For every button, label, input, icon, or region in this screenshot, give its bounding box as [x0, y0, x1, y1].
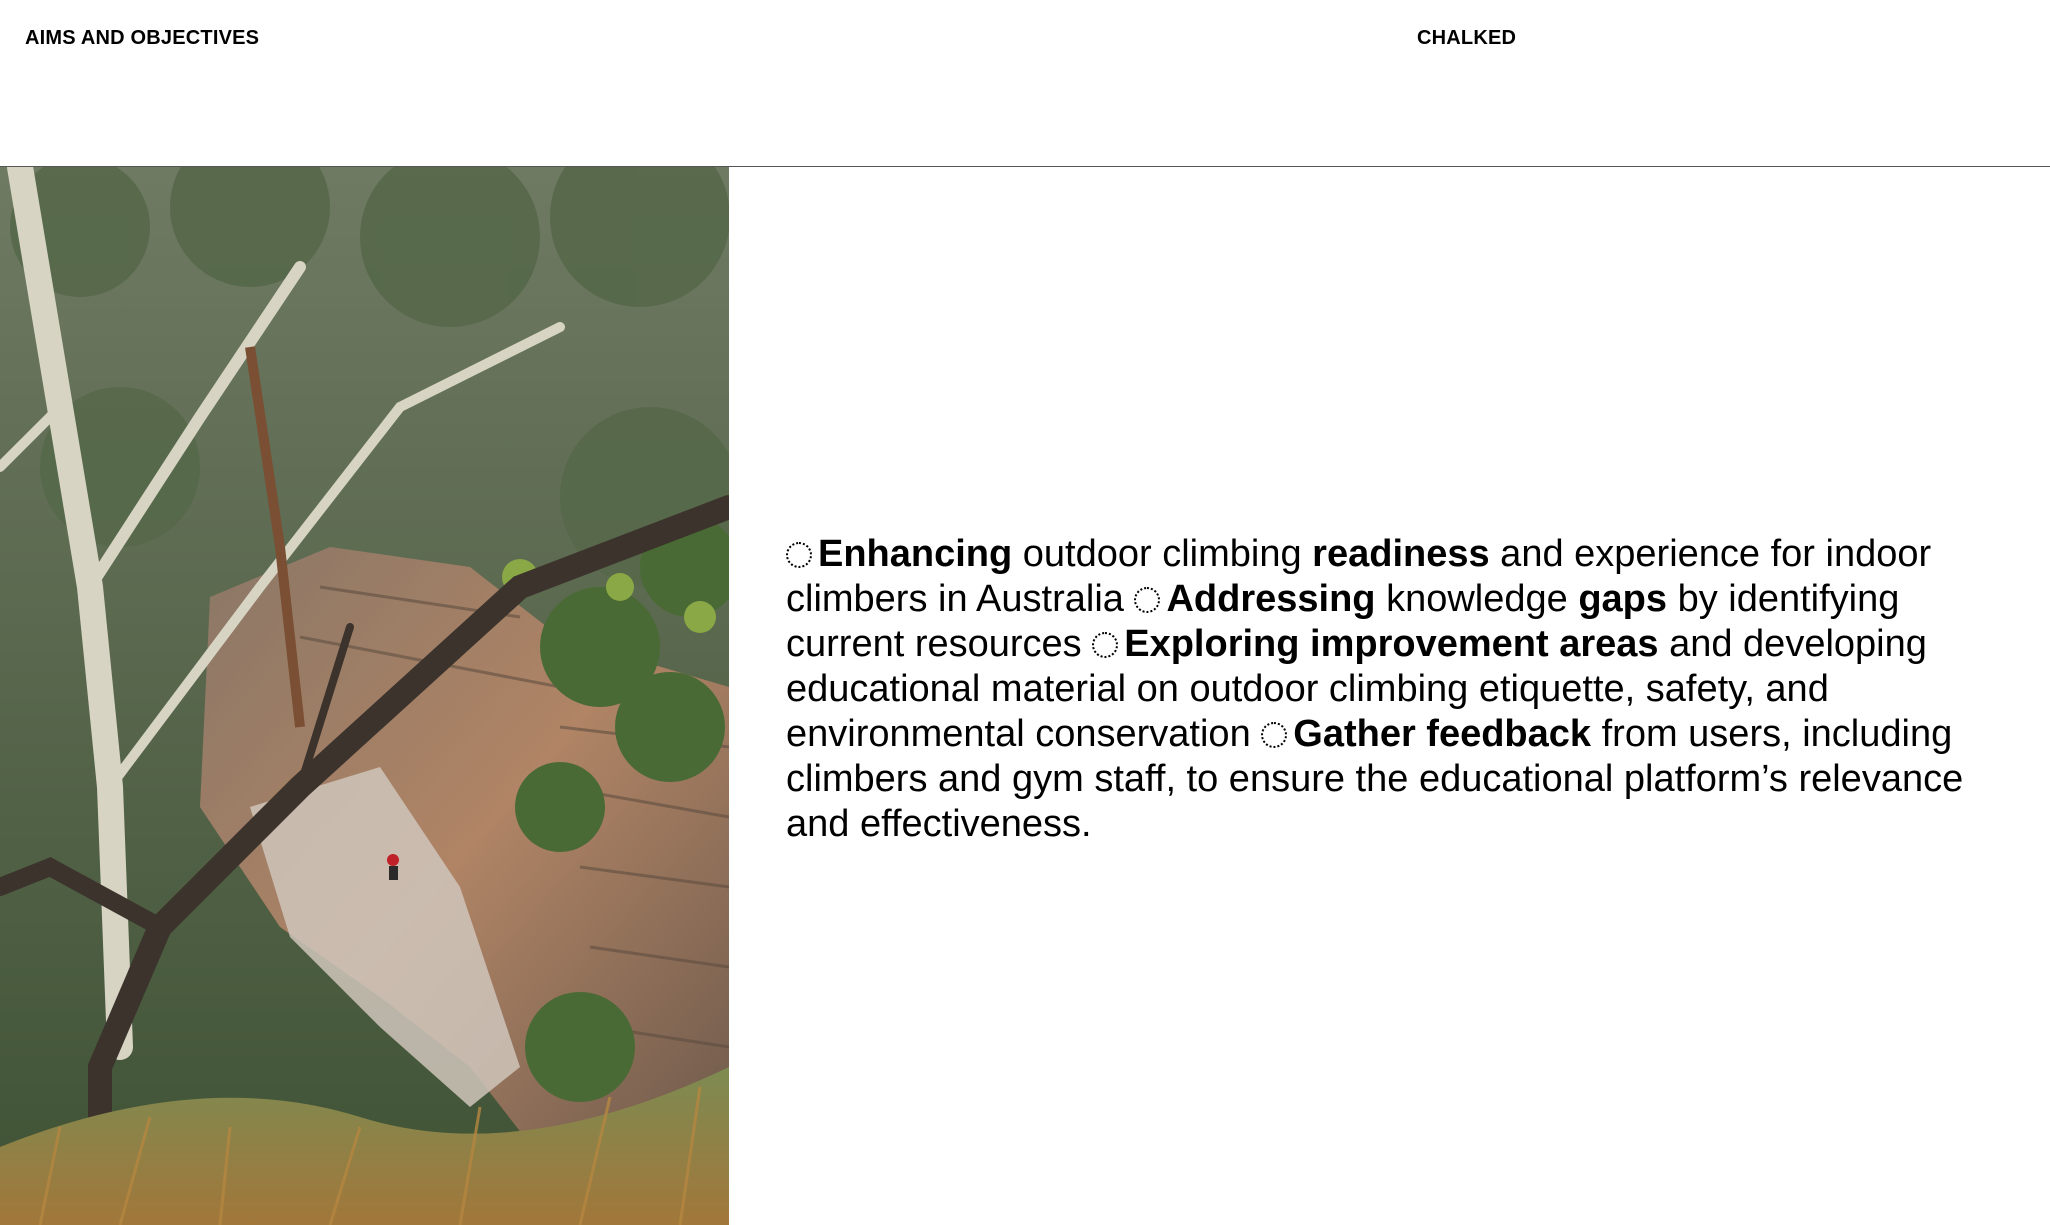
objective-3-keyword: Exploring improvement areas: [1124, 623, 1659, 665]
climbing-cliff-photo: [0, 167, 729, 1225]
aims-and-objectives-text: [786, 532, 2016, 847]
dotted-circle-bullet-icon: [1092, 632, 1118, 658]
objective-2-keyword-2: gaps: [1578, 578, 1668, 620]
objective-1-text: outdoor climbing: [1012, 533, 1313, 575]
objective-2-text: knowledge: [1375, 578, 1579, 620]
objective-2-text-2: by identifying current resources: [786, 578, 1900, 665]
dotted-circle-bullet-icon: [1261, 722, 1287, 748]
objective-1-text-2: and experience for indoor climbers in Australia: [786, 533, 1932, 620]
objective-1-keyword: Enhancing: [818, 533, 1013, 575]
project-title: CHALKED: [1417, 27, 1517, 49]
objective-4-text: from users, including climbers and gym staff, to ensure the educational platform’s relevance and effectiveness.: [786, 713, 1964, 845]
objective-1-keyword-2: readiness: [1312, 533, 1490, 575]
dotted-circle-bullet-icon: [1134, 587, 1160, 613]
dotted-circle-bullet-icon: [786, 542, 812, 568]
objective-3-text: and developing educational material on outdoor climbing etiquette, safety, and environmental conservation: [786, 623, 1927, 755]
objective-2-keyword: Addressing: [1166, 578, 1376, 620]
section-title: AIMS AND OBJECTIVES: [25, 27, 260, 49]
objective-4-keyword: Gather feedback: [1293, 713, 1592, 755]
